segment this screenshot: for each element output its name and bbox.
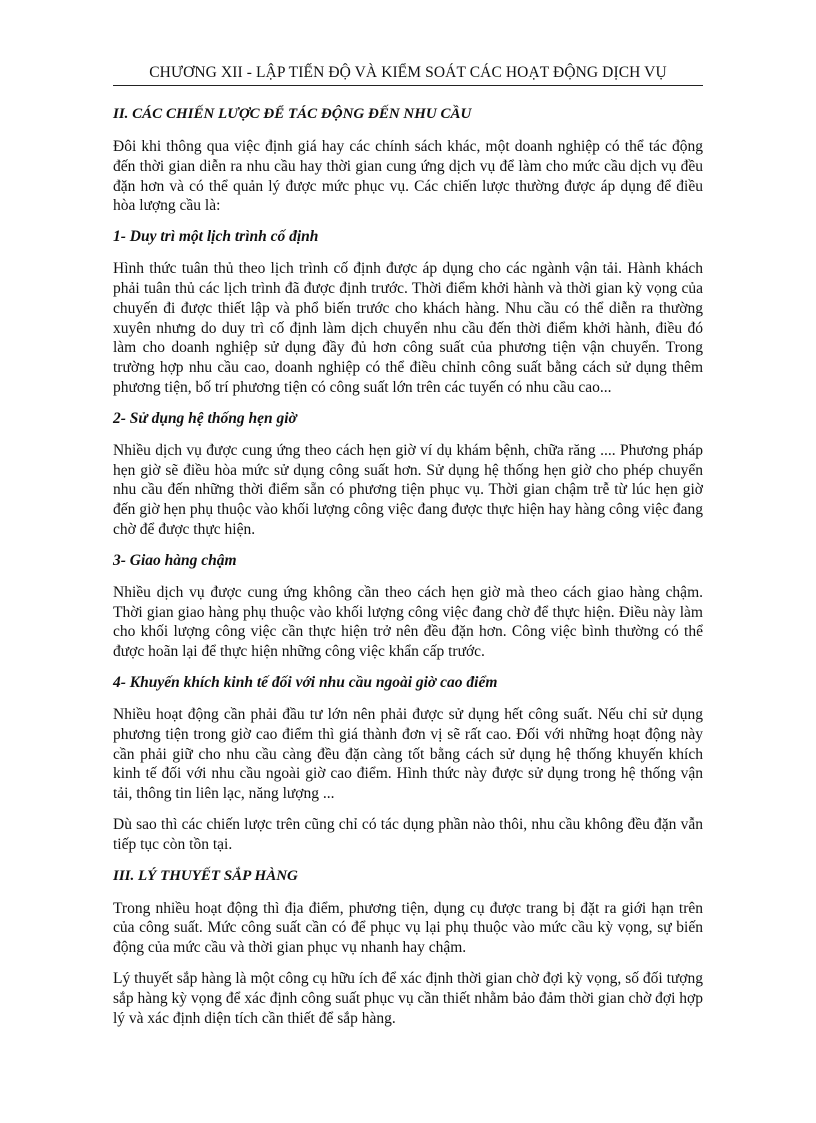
section-2-intro: Đôi khi thông qua việc định giá hay các chính sách khác, một doanh nghiệp có thể tác động đến thời gian diễn ra nhu cầu hay thời gian cung ứng dịch vụ để làm cho mức cầu dịch vụ đều đặn hơn và có thể quản lý được mức phục vụ. Các chiến lược thường được áp dụng để điều hòa lượng cầu là: bbox=[113, 138, 703, 215]
subsection-4-heading: 4- Khuyến khích kinh tế đối với nhu cầu ngoài giờ cao điểm bbox=[113, 673, 498, 691]
section-3-heading: III. LÝ THUYẾT SẮP HÀNG bbox=[113, 867, 298, 884]
section-2-heading: II. CÁC CHIẾN LƯỢC ĐỂ TÁC ĐỘNG ĐẾN NHU CẦU bbox=[113, 106, 472, 122]
subsection-1-body: Hình thức tuân thủ theo lịch trình cố định được áp dụng cho các ngành vận tải. Hành khách phải tuân thủ các lịch trình đã được định trước. Thời điểm khởi hành và thời gian kỳ vọng của chuyến đi được thiết lập và phổ biến trước cho khách hàng. Nhu cầu có thể diễn ra thường xuyên nhưng do duy trì cố định làm dịch chuyển nhu cầu đến thời điểm khởi hành, điều đó làm cho doanh nghiệp sử dụng đầy đủ hơn công suất của phương tiện vận chuyển. Trong trường hợp nhu cầu cao, doanh nghiệp có thể điều chỉnh công suất bằng cách sử dụng thêm phương tiện, bố trí phương tiện có công suất lớn trên các tuyến có nhu cầu cao... bbox=[113, 260, 703, 396]
subsection-4-body: Nhiều hoạt động cần phải đầu tư lớn nên phải được sử dụng hết công suất. Nếu chỉ sử dụng phương tiện trong giờ cao điểm thì giá thành đơn vị sẽ rất cao. Đối với những hoạt động này cần phải giữ cho nhu cầu càng đều đặn càng tốt bằng cách sử dụng hệ thống khuyến khích kinh tế đối với nhu cầu ngoài giờ cao điểm. Hình thức này được sử dụng trong hệ thống vận tải, thông tin liên lạc, năng lượng ... bbox=[113, 705, 703, 803]
subsection-2-heading: 2- Sử dụng hệ thống hẹn giờ bbox=[113, 409, 297, 427]
section-2-closing: Dù sao thì các chiến lược trên cũng chỉ có tác dụng phần nào thôi, nhu cầu không đều đặn vẫn tiếp tục còn tồn tại. bbox=[113, 815, 703, 853]
subsection-3-heading: 3- Giao hàng chậm bbox=[113, 551, 237, 569]
section-3-paragraph-2: Lý thuyết sắp hàng là một công cụ hữu ích để xác định thời gian chờ đợi kỳ vọng, số đối tượng sắp hàng kỳ vọng để xác định công suất phục vụ cần thiết nhằm bảo đảm thời gian chờ đợi hợp lý và xác định diện tích cần thiết để sắp hàng. bbox=[113, 969, 703, 1027]
subsection-3-body: Nhiều dịch vụ được cung ứng không cần theo cách hẹn giờ mà theo cách giao hàng chậm. Thời gian giao hàng phụ thuộc vào khối lượng công việc đang chờ để thực hiện. Điều này làm cho khối lượng công việc cần thực hiện trở nên đều đặn hơn. Công việc bình thường có thể được hoãn lại để thực hiện những công việc khẩn cấp trước. bbox=[113, 583, 703, 661]
document-page bbox=[113, 64, 703, 1039]
section-3-paragraph-1: Trong nhiều hoạt động thì địa điểm, phương tiện, dụng cụ được trang bị đặt ra giới hạn trên của công suất. Mức công suất cần có để phục vụ lại phụ thuộc vào mức cầu kỳ vọng, sự biến động của mức cầu và thời gian phục vụ nhanh hay chậm. bbox=[113, 899, 703, 957]
subsection-2-body: Nhiều dịch vụ được cung ứng theo cách hẹn giờ ví dụ khám bệnh, chữa răng .... Phương pháp hẹn giờ sẽ điều hòa mức sử dụng công suất hơn. Sử dụng hệ thống hẹn giờ cho phép chuyển nhu cầu đến những thời điểm sẵn có phương tiện phục vụ. Thời gian chậm trễ từ lúc hẹn giờ đến giờ hẹn phụ thuộc vào khối lượng công việc đang được thực hiện hay hàng công việc đang chờ để được thực hiện. bbox=[113, 441, 703, 538]
subsection-1-heading: 1- Duy trì một lịch trình cố định bbox=[113, 228, 319, 246]
running-header: CHƯƠNG XII - LẬP TIẾN ĐỘ VÀ KIỂM SOÁT CÁC HOẠT ĐỘNG DỊCH VỤ bbox=[113, 64, 703, 86]
